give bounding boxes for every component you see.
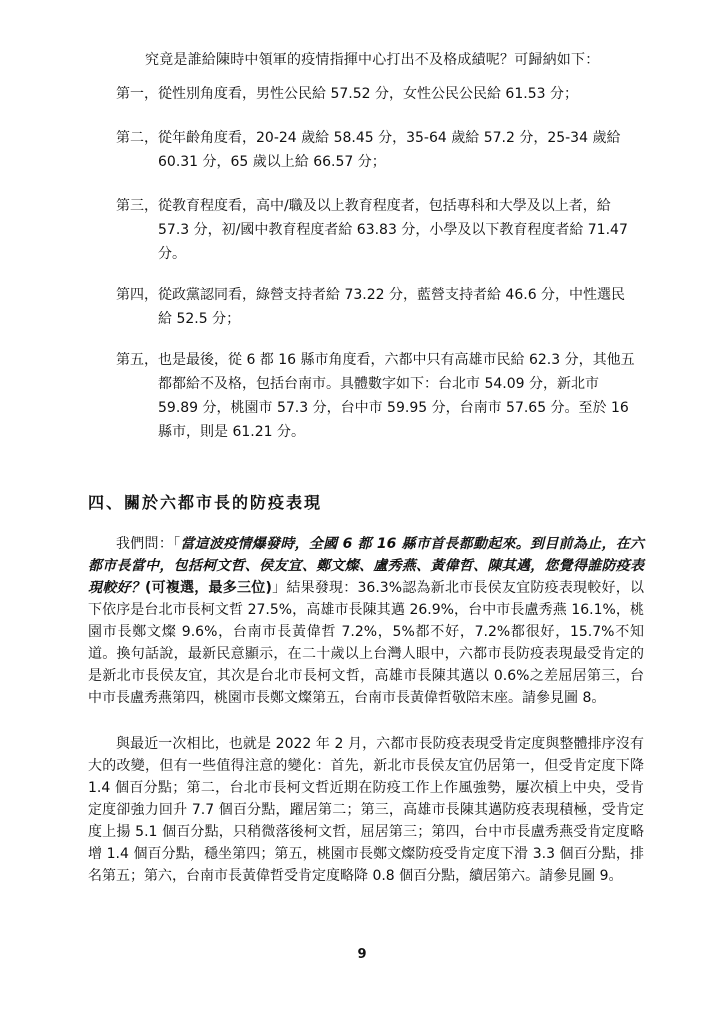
list-item [116,194,636,266]
list-item [116,126,636,174]
list-item [116,283,636,331]
paragraph-result: 」結果發現：36.3%認為新北市長侯友宜防疫表現較好，以下依序是台北市長柯文哲 27.5%，高雄市長陳其邁 26.9%，台中市長盧秀燕 16.1%，桃園市長鄭文燦 9.6%，台南市長黃偉哲 7.2%，5%都不好，7.2%都很好，15.7%不知道。換句話說，最新民意顯示，在二十歲以上台灣人眼中，六都市長防疫表現最受肯定的是新北市長侯友宜，其次是台北市長柯文哲，高雄市長陳其邁以 0.6%之差屈居第三，台中市長盧秀燕第四，桃園市長鄭文燦第五，台南市長黃偉哲敬陪末座。請參見圖 8。 [88,580,645,706]
survey-question: 當這波疫情爆發時，全國 6 都 16 縣市首長都動起來。到目前為止，在六都市長當中，包括柯文哲、侯友宜、鄭文燦、盧秀燕、黃偉哲、陳其邁，您覺得誰防疫表現較好？ [88,536,645,596]
paragraph-mayor-ranking [88,533,644,709]
paragraph-lead: 我們問：「 [116,536,181,552]
list-item-label: 第一， [116,86,158,102]
list-item-text: 從年齡角度看，20-24 歲給 58.45 分，35-64 歲給 57.2 分，25-34 歲給 60.31 分，65 歲以上給 66.57 分； [158,130,621,170]
list-item [116,82,636,106]
list-item-label: 第二， [116,130,158,146]
list-item-text: 從教育程度看，高中/職及以上教育程度者，包括專科和大學及以上者，給 57.3 分，初/國中教育程度者給 63.83 分，小學及以下教育程度者給 71.47 分。 [158,198,628,262]
paragraph-comparison: 與最近一次相比，也就是 2022 年 2 月，六都市長防疫表現受肯定度與整體排序沒有大的改變，但有一些值得注意的變化：首先，新北市長侯友宜仍居第一，但受肯定度下降 1.4 個百分點；第二，台北市長柯文哲近期在防疫工作上作風強勢，屢次槓上中央，受肯定度卻強力回升 7.7 個百分點，躍居第二；第三，高雄市長陳其邁防疫表現積極，受肯定度上揚 5.1 個百分點，只稍微落後柯文哲，屈居第三；第四，台中市長盧秀燕受肯定度略增 1.4 個百分點，穩坐第四；第五，桃園市長鄭文燦防疫受肯定度下滑 3.3 個百分點，排名第五；第六，台南市長黃偉哲受肯定度略降 0.8 個百分點，續居第六。請參見圖 9。 [88,736,644,884]
list-item-label: 第四， [116,287,158,303]
list-item-label: 第三， [116,198,158,214]
section-heading: 四、關於六都市長的防疫表現 [88,493,323,512]
survey-question-note: (可複選，最多三位) [144,580,272,596]
intro-line: 究竟是誰給陳時中領軍的疫情指揮中心打出不及格成績呢？可歸納如下： [145,52,600,68]
page-number: 9 [357,947,367,962]
list-item [116,348,636,444]
list-item-text: 從性別角度看，男性公民給 57.52 分，女性公民公民給 61.53 分； [158,86,578,102]
list-item-text: 也是最後，從 6 都 16 縣市角度看，六都中只有高雄市民給 62.3 分，其他五都都給不及格，包括台南市。具體數字如下：台北市 54.09 分，新北市 59.89 分，桃園市 57.3 分，台中市 59.95 分，台南市 57.65 分。至於 16 縣市，則是 61.21 分。 [158,352,635,440]
list-item-text: 從政黨認同看，綠營支持者給 73.22 分，藍營支持者給 46.6 分，中性選民給 52.5 分； [158,287,626,327]
list-item-label: 第五， [116,352,158,368]
